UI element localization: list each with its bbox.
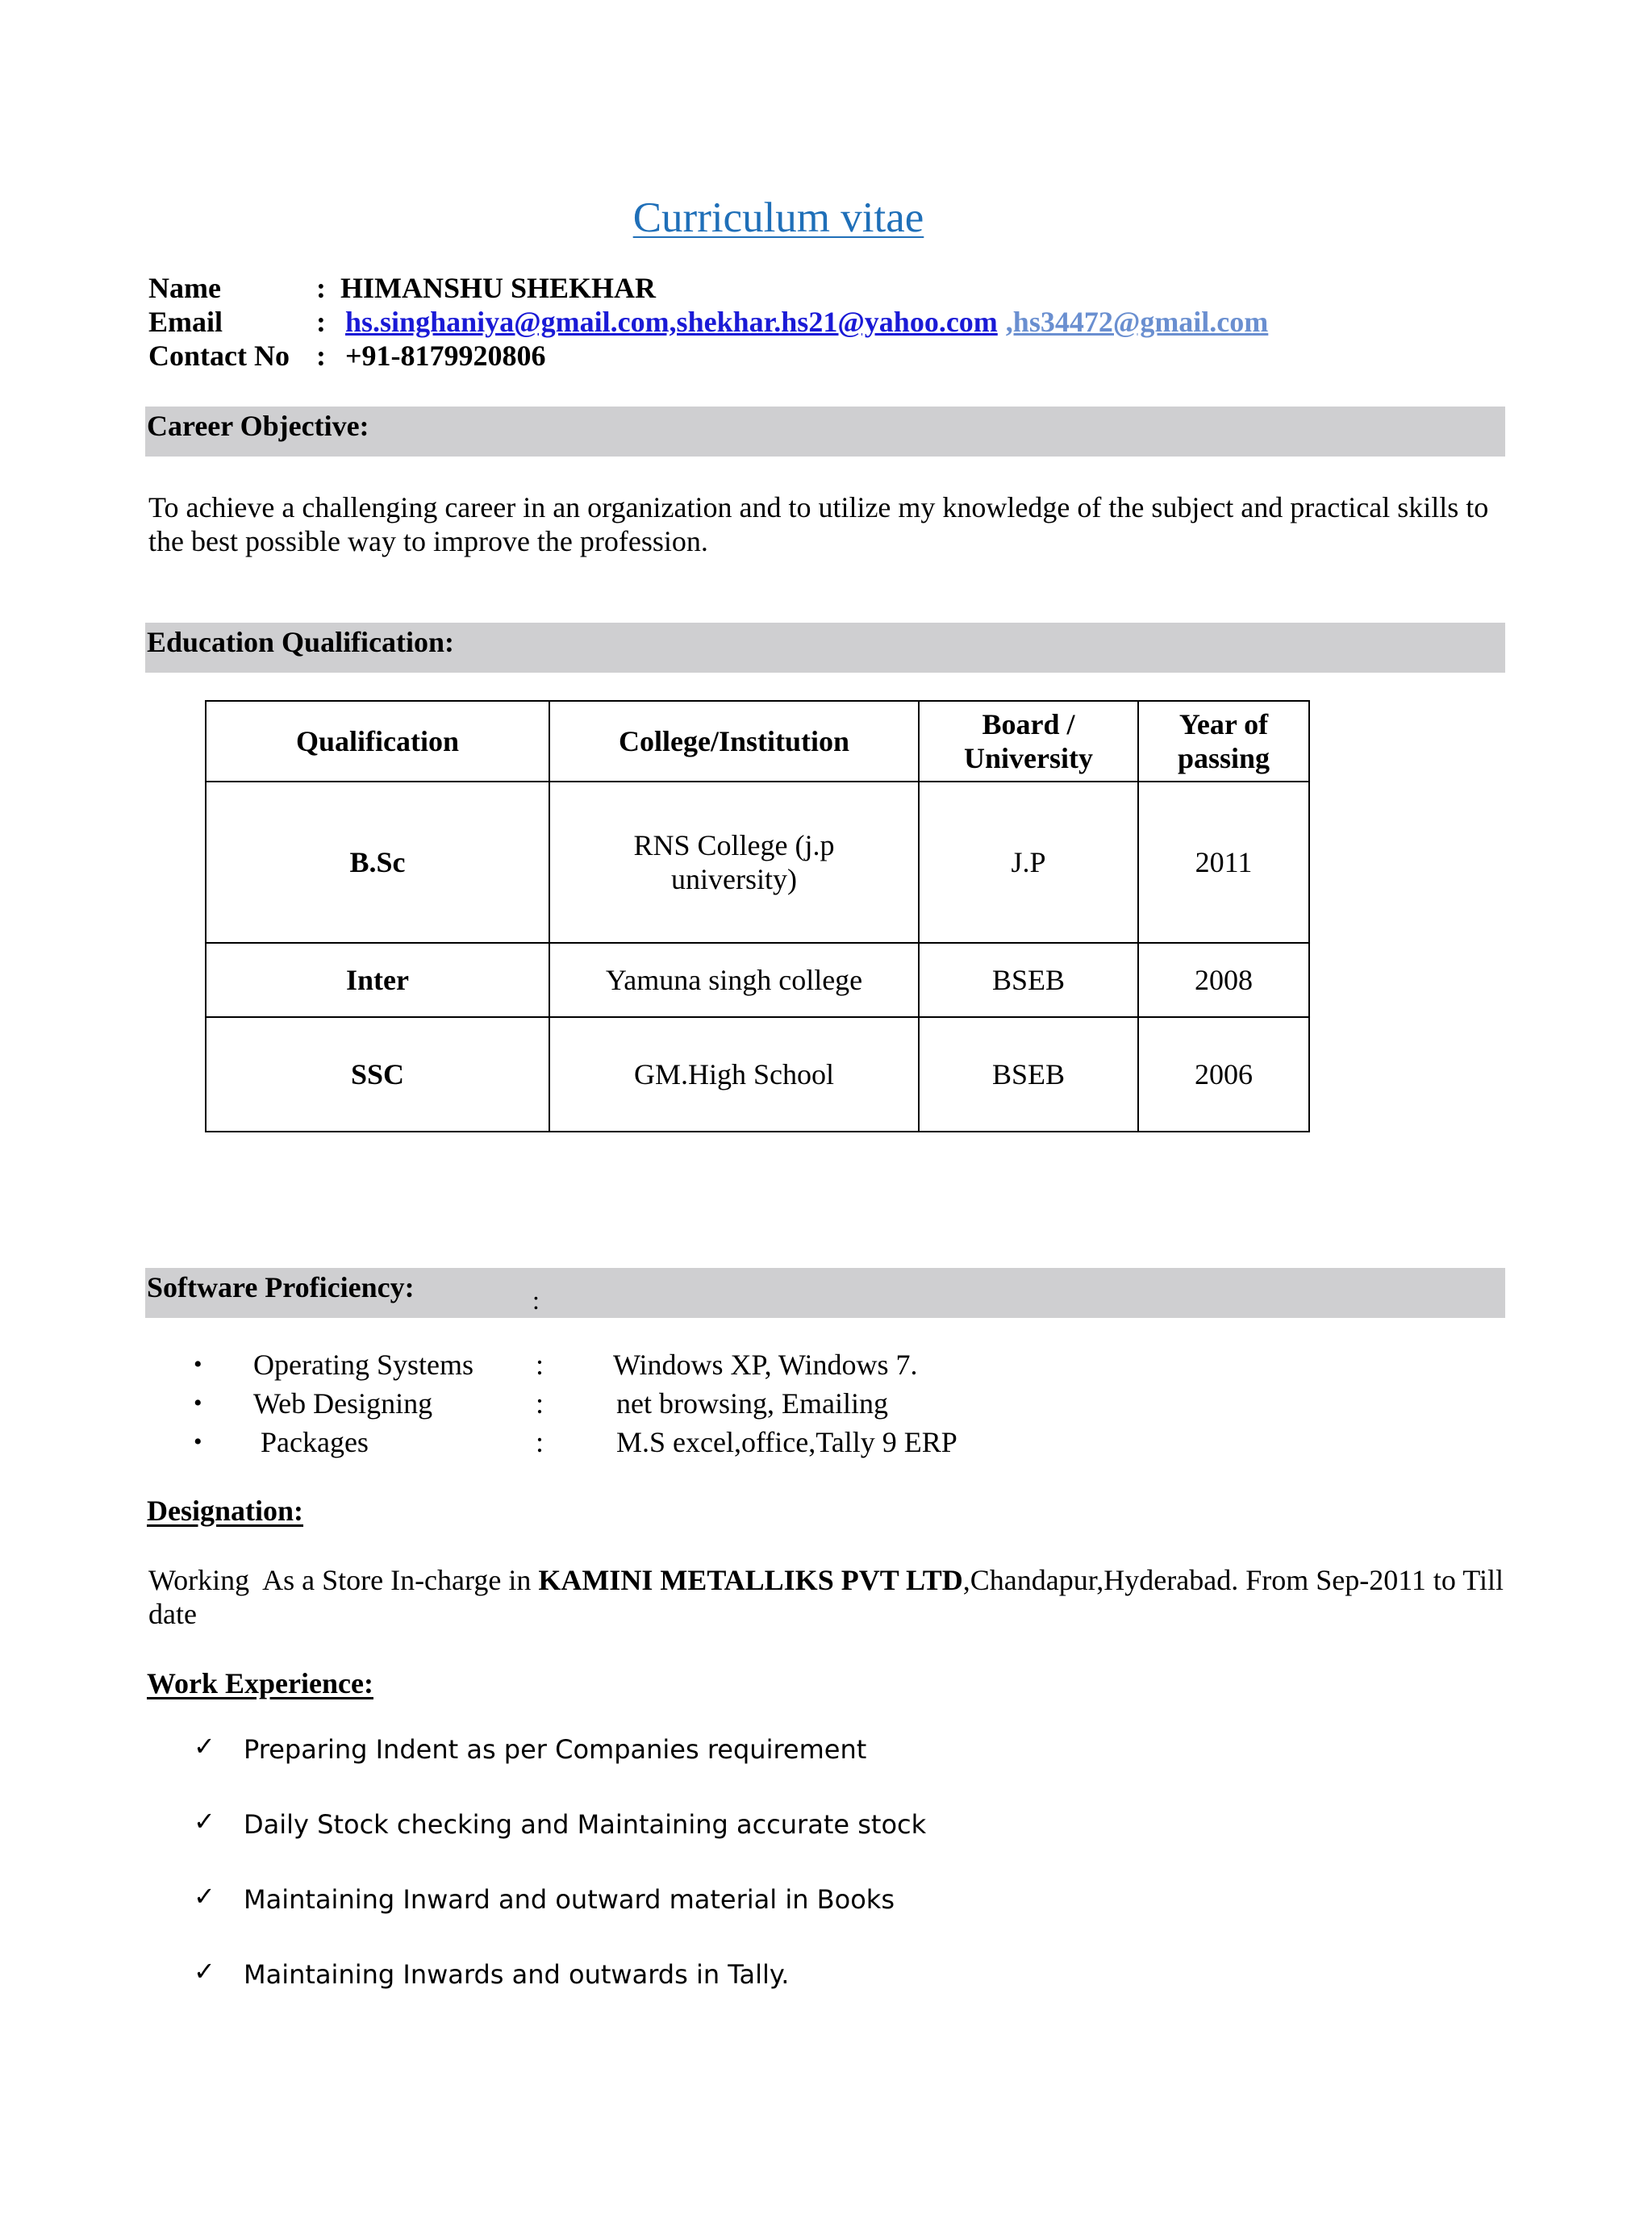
qualification-cell: SSC <box>206 1017 549 1132</box>
document-title: Curriculum vitae <box>632 194 924 241</box>
software-colon: : <box>536 1387 544 1420</box>
name-value: HIMANSHU SHEKHAR <box>340 272 657 304</box>
year-cell: 2006 <box>1138 1017 1309 1132</box>
contact-row <box>148 339 546 373</box>
contact-label: Contact No <box>148 340 290 372</box>
table-header-row <box>206 701 1309 782</box>
software-value: Windows XP, Windows 7. <box>613 1349 918 1381</box>
designation-heading: Designation: <box>147 1495 304 1527</box>
name-row <box>148 271 656 305</box>
column-header: College/Institution <box>549 701 919 782</box>
check-icon: ✓ <box>194 1731 215 1762</box>
education-heading: Education Qualification: <box>145 623 1505 673</box>
software-value: net browsing, Emailing <box>616 1387 888 1420</box>
education-table <box>205 700 1310 1132</box>
qualification-cell: Inter <box>206 943 549 1017</box>
experience-text: Maintaining Inward and outward material in Books <box>244 1884 895 1915</box>
software-heading-label: Software Proficiency: <box>147 1271 415 1303</box>
software-colon: : <box>536 1349 544 1381</box>
experience-text: Preparing Indent as per Companies requirement <box>244 1734 867 1765</box>
email-link-secondary[interactable]: ,hs34472@gmail.com <box>1005 306 1269 338</box>
software-colon: : <box>536 1426 544 1458</box>
bullet-icon: • <box>194 1428 202 1455</box>
bullet-icon: • <box>194 1390 202 1416</box>
name-separator: : <box>316 272 326 304</box>
work-experience-heading: Work Experience: <box>147 1667 373 1699</box>
board-cell: BSEB <box>919 1017 1138 1132</box>
software-key: Web Designing <box>253 1387 433 1420</box>
column-header: Qualification <box>206 701 549 782</box>
designation-suffix: ,Chandapur,Hyderabad. From Sep-2011 to Till date <box>148 1564 1511 1630</box>
check-icon: ✓ <box>194 1806 215 1837</box>
table-row <box>206 943 1309 1017</box>
bullet-icon: • <box>194 1351 202 1378</box>
college-cell: RNS College (j.p university) <box>549 782 919 943</box>
contact-value: +91-8179920806 <box>345 340 546 372</box>
contact-separator: : <box>316 340 326 372</box>
qualification-cell: B.Sc <box>206 782 549 943</box>
board-cell: BSEB <box>919 943 1138 1017</box>
check-icon: ✓ <box>194 1956 215 1987</box>
company-name: KAMINI METALLIKS PVT LTD <box>538 1564 963 1596</box>
career-objective-text: To achieve a challenging career in an organization and to utilize my knowledge of the subject and practical skills to the best possible way to improve the profession. <box>148 491 1489 557</box>
check-icon: ✓ <box>194 1881 215 1912</box>
software-heading <box>145 1268 1505 1318</box>
college-cell: GM.High School <box>549 1017 919 1132</box>
designation-prefix: Working As a Store In-charge in <box>148 1564 539 1596</box>
experience-text: Daily Stock checking and Maintaining accurate stock <box>244 1809 927 1840</box>
email-row <box>148 305 1268 339</box>
year-cell: 2008 <box>1138 943 1309 1017</box>
column-header: Year of passing <box>1138 701 1309 782</box>
software-heading-colon: : <box>532 1286 540 1315</box>
board-cell: J.P <box>919 782 1138 943</box>
college-cell: Yamuna singh college <box>549 943 919 1017</box>
software-value: M.S excel,office,Tally 9 ERP <box>616 1426 957 1458</box>
designation-text <box>148 1563 1512 1631</box>
table-row <box>206 1017 1309 1132</box>
column-header: Board / University <box>919 701 1138 782</box>
experience-text: Maintaining Inwards and outwards in Tally. <box>244 1959 790 1990</box>
career-objective-heading: Career Objective: <box>145 407 1505 457</box>
year-cell: 2011 <box>1138 782 1309 943</box>
table-row <box>206 782 1309 943</box>
email-link-primary[interactable]: hs.singhaniya@gmail.com,shekhar.hs21@yahoo.com <box>345 306 998 338</box>
software-key: Operating Systems <box>253 1349 473 1381</box>
name-label: Name <box>148 272 221 304</box>
email-separator: : <box>316 306 326 338</box>
software-key: Packages <box>253 1426 369 1458</box>
email-label: Email <box>148 306 223 338</box>
